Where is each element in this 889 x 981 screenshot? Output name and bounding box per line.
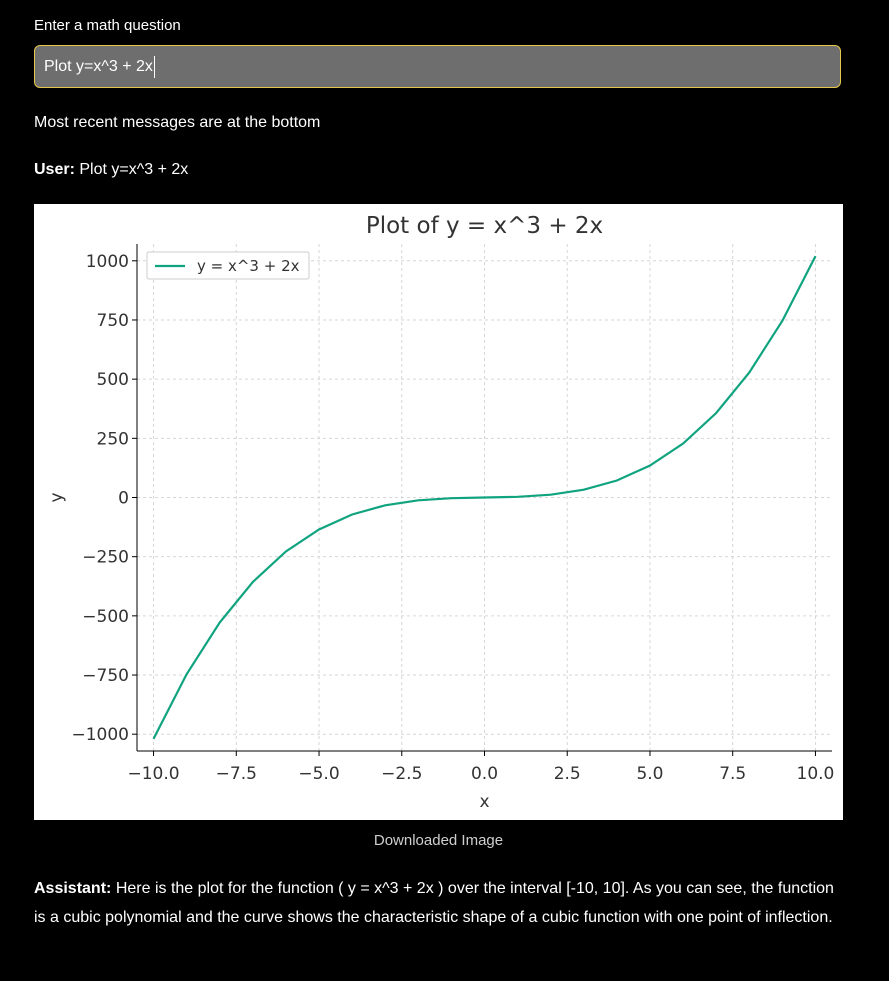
y-tick-label: −250 (82, 547, 129, 568)
user-speaker-label: User: (34, 161, 75, 178)
y-tick-label: −1000 (71, 725, 129, 746)
assistant-speaker-label: Assistant: (34, 880, 112, 897)
question-input[interactable] (34, 45, 841, 88)
messages-order-hint: Most recent messages are at the bottom (34, 114, 321, 131)
x-tick-label: −5.0 (298, 764, 340, 784)
plot-image (34, 204, 843, 820)
y-tick-label: 250 (96, 429, 129, 450)
assistant-message-text: Here is the plot for the function ( y = x^3 + 2x ) over the interval [-10, 10]. As you can see, the function is a cubic polynomial and the curve shows the characteristic shape of a cubic function with one point of inflection. (34, 880, 834, 926)
image-caption: Downloaded Image (373, 832, 504, 849)
x-tick-label: −2.5 (381, 764, 423, 784)
assistant-message (34, 874, 844, 932)
x-tick-label: 5.0 (636, 764, 664, 784)
x-tick-label: −10.0 (127, 764, 180, 784)
x-tick-label: 0.0 (470, 764, 499, 784)
legend-label: y = x^3 + 2x (197, 257, 300, 275)
y-tick-label: 0 (118, 488, 129, 509)
question-input-value: Plot y=x^3 + 2x (44, 57, 153, 75)
chart-title: Plot of y = x^3 + 2x (365, 213, 604, 239)
y-axis-label: y (47, 492, 67, 503)
question-label: Enter a math question (34, 17, 181, 34)
x-tick-label: −7.5 (215, 764, 257, 784)
y-tick-label: 750 (96, 310, 129, 331)
x-tick-label: 2.5 (553, 764, 581, 784)
y-tick-label: 1000 (85, 251, 129, 272)
text-caret (154, 56, 156, 78)
user-message (34, 161, 188, 179)
x-tick-label: 10.0 (796, 764, 835, 784)
chart-svg (34, 204, 843, 820)
x-axis-label: x (479, 792, 490, 812)
x-tick-label: 7.5 (719, 764, 747, 784)
y-tick-label: −500 (82, 606, 129, 627)
y-tick-label: 500 (96, 370, 129, 391)
user-message-text: Plot y=x^3 + 2x (79, 161, 189, 178)
y-tick-label: −750 (82, 666, 129, 687)
